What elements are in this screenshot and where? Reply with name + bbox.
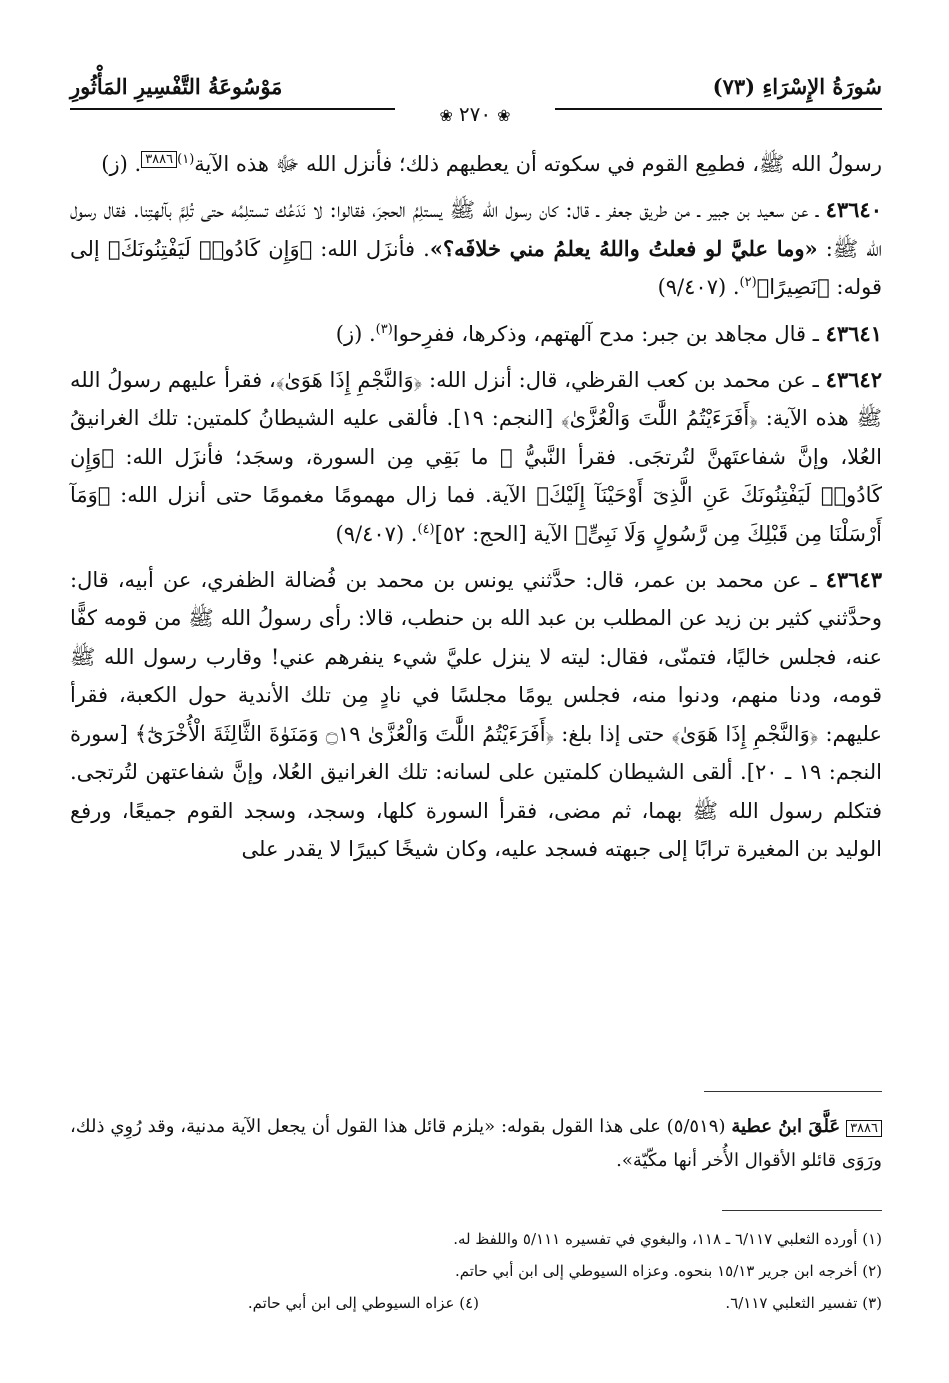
ornament-left-icon: ❀ xyxy=(439,106,453,125)
hadith-number: ٤٣٦٤٢ xyxy=(825,367,882,393)
page-number-block xyxy=(395,102,555,126)
paragraph xyxy=(70,561,882,868)
quote-text: «وما عليَّ لو فعلتُ واللهُ يعلمُ مني خلافَه؟» xyxy=(429,235,818,261)
footnote-marker: (٤) xyxy=(417,521,435,537)
footnote-marker: (٣) xyxy=(375,321,393,337)
ornament-right-icon: ❀ xyxy=(497,106,511,125)
paragraph xyxy=(70,361,882,553)
hadith-number: ٤٣٦٤١ xyxy=(825,320,882,346)
commentary-lead: عَلَّقَ ابنُ عطية xyxy=(731,1116,841,1137)
footnote-separator xyxy=(722,1210,882,1211)
surah-title: سُورَةُ الإِسْرَاءِ (٧٣) xyxy=(712,74,882,99)
paragraph xyxy=(70,191,882,306)
commentary-ref: ٣٨٨٦ xyxy=(846,1120,882,1137)
paragraph-text: ـ عن سعيد بن جبير ـ من طريق جعفر ـ قال: كان رسول الله ﷺ يستلِمُ الحجرَ، فقالوا: لا نَدَعُك تستلِمُه حتى تُلِمَّ بآلهتِنا. فقال رسول الله ﷺ: xyxy=(70,198,882,261)
footnote-marker: (٢) xyxy=(739,275,757,291)
footnote-1: (١) أورده الثعلبي ٦/١١٧ ـ ١١٨، والبغوي في تفسيره ٥/١١١ واللفظ له. xyxy=(453,1230,882,1248)
page-number: ٢٧٠ xyxy=(458,102,492,126)
commentary-text: (٥/٥١٩) على هذا القول بقوله: «يلزم قائل هذا القول أن يجعل الآية مدنية، وقد رُوِي ذلك، ورَوَى قائلو الأقوال الأُخر أنها مكّيّة». xyxy=(70,1116,882,1171)
footnote-2: (٢) أخرجه ابن جرير ١٥/١٣ بنحوه. وعزاه السيوطي إلى ابن أبي حاتم. xyxy=(454,1262,882,1280)
paragraph-text: ـ قال مجاهد بن جبر: مدح آلهتهم، وذكرها، ففرِحوا xyxy=(392,321,826,346)
hadith-number: ٤٣٦٤٣ xyxy=(825,567,882,593)
commentary-separator xyxy=(704,1091,882,1092)
paragraph-text: ـ عن محمد بن كعب القرظي، قال: أنزل الله: ﴿وَالنَّجْمِ إِذَا هَوَىٰ﴾، فقرأ عليهم رسولُ الله ﷺ هذه الآية: ﴿أَفَرَءَيْتُمُ اللَّٰتَ وَالْعُزَّىٰ﴾ [النجم: ١٩]. فألقى عليه الشيطانُ كلمتين: تلك الغرانيقُ العُلا، وإنَّ شفاعتَهنَّ لتُرتجَى. فقرأ النَّبيُّ ﷺ ما بَقِي مِن السورة، وسجَد؛ فأنزَل الله: ﴿وَإِن كَادُوا۟ لَيَفْتِنُونَكَ عَنِ الَّذِىٓ أَوْحَيْنَآ إِلَيْكَ﴾ الآية. فما زال مهمومًا مغمومًا حتى أنزل الله: ﴿وَمَآ أَرْسَلْنَا مِن قَبْلِكَ مِن رَّسُولٍ وَلَا نَبِىٍّ﴾ الآية [الحج: ٥٢] xyxy=(70,368,882,546)
commentary-ref: ٣٨٨٦ xyxy=(141,151,177,168)
paragraph xyxy=(70,315,882,353)
hadith-number: ٤٣٦٤٠ xyxy=(825,197,882,223)
main-text xyxy=(70,145,882,868)
source-code: . (ز) xyxy=(101,152,142,176)
footnote-4: (٤) عزاه السيوطي إلى ابن أبي حاتم. xyxy=(247,1294,479,1312)
paragraph xyxy=(70,145,882,183)
paragraph-text: . فأنزَل الله: ﴿وَإِن كَادُوا۟ لَيَفْتِنُونَكَ﴾ إلى قوله: ﴿نَصِيرًا﴾ xyxy=(70,236,882,300)
footnote-marker: (١) xyxy=(177,152,195,167)
commentary-note xyxy=(70,1110,882,1178)
footnote-3: (٣) تفسير الثعلبي ٦/١١٧. xyxy=(725,1294,882,1312)
paragraph-text: ـ عن محمد بن عمر، قال: حدَّثني يونس بن محمد بن فُضالة الظفري، عن أبيه، قال: وحدَّثني كثير بن زيد عن المطلب بن عبد الله بن حنطب، قالا: رأى رسولُ الله ﷺ من قومه كفًّا عنه، فجلس خاليًا، فتمنّى، فقال: ليته لا ينزل عليَّ شيء ينفرهم عني! وقارب رسول الله ﷺ قومه، ودنا منهم، ودنوا منه، فجلس يومًا مجلسًا في نادٍ مِن تلك الأندية حول الكعبة، فقرأ عليهم: ﴿وَالنَّجْمِ إِذَا هَوَىٰ﴾ حتى إذا بلغ: ﴿أَفَرَءَيْتُمُ اللَّٰتَ وَالْعُزَّىٰ ۝١٩ وَمَنَوٰةَ الثَّالِثَةَ الْأُخْرَىٰٓ﴾ [سورة النجم: ١٩ ـ ٢٠]. ألقى الشيطان كلمتين على لسانه: تلك الغرانيق العُلا، وإنَّ شفاعتهن لتُرتجى. فتكلم رسول الله ﷺ بهما، ثم مضى، فقرأ السورة كلها، وسجد، وسجد القوم جميعًا، ورفع الوليد بن المغيرة ترابًا إلى جبهته فسجد عليه، وكان شيخًا كبيرًا لا يقدر على xyxy=(70,568,882,861)
source-code: . (٩/٤٠٧) xyxy=(335,521,418,546)
source-code: . (ز) xyxy=(335,321,376,346)
book-title: مَوْسُوعَةُ التَّفْسِيرِ المَأْثُورِ xyxy=(70,74,283,99)
source-code: . (٩/٤٠٧) xyxy=(657,275,740,300)
paragraph-text: رسولُ الله ﷺ، فطمِع القوم في سكوته أن يعطيهم ذلك؛ فأنزل الله ﷻ هذه الآية xyxy=(194,152,882,176)
